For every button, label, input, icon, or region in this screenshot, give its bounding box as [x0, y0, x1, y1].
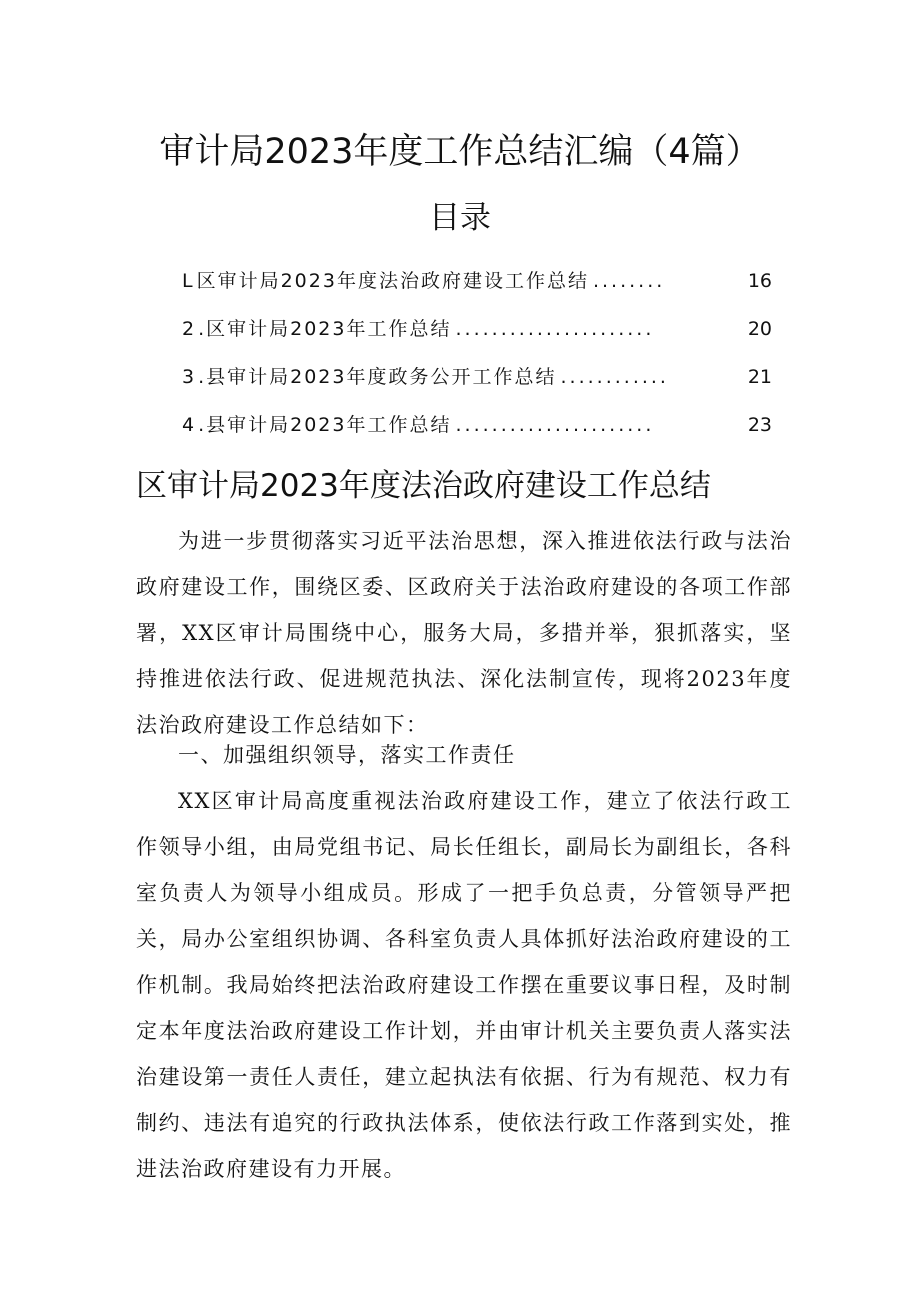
toc-entry-title: .县审计局2023年工作总结	[198, 414, 452, 436]
body-paragraph-2: XX区审计局高度重视法治政府建设工作，建立了依法行政工作领导小组，由局党组书记、局长任组长，副局长为副组长，各科室负责人为领导小组成员。形成了一把手负总责，分管领导严把关，局办公室组织协调、各科室负责人具体抓好法治政府建设的工作机制。我局始终把法治政府建设工作摆在重要议事日程，及时制定本年度法治政府建设工作计划，并由审计机关主要负责人落实法治建设第一责任人责任，建立起执法有依据、行为有规范、权力有制约、违法有追究的行政执法体系，使依法行政工作落到实处，推进法治政府建设有力开展。	[136, 789, 792, 1181]
toc-entry-2[interactable]	[182, 310, 772, 358]
table-of-contents	[182, 262, 772, 454]
toc-entry-page: 20	[747, 318, 772, 340]
toc-entry-number: L	[182, 270, 193, 292]
toc-leader-dots: ......................	[455, 414, 655, 436]
toc-leader-dots: ........	[592, 270, 666, 292]
toc-entry-3[interactable]	[182, 358, 772, 406]
toc-entry-number: 4	[182, 414, 195, 436]
document-title: 审计局2023年度工作总结汇编（4篇）	[159, 132, 761, 172]
toc-entry-page: 21	[747, 366, 772, 388]
toc-entry-title: 区审计局2023年度法治政府建设工作总结	[196, 270, 589, 292]
toc-entry-page: 23	[747, 414, 772, 436]
toc-entry-number: 2	[182, 318, 195, 340]
section-title: 区审计局2023年度法治政府建设工作总结	[136, 468, 711, 504]
toc-entry-number: 3	[182, 366, 195, 388]
body-paragraph-1: 为进一步贯彻落实习近平法治思想，深入推进依法行政与法治政府建设工作，围绕区委、区政府关于法治政府建设的各项工作部署，XX区审计局围绕中心，服务大局，多措并举，狠抓落实，坚持推进依法行政、促进规范执法、深化法制宣传，现将2023年度法治政府建设工作总结如下：	[136, 529, 792, 737]
toc-entry-page: 16	[747, 270, 772, 292]
toc-leader-dots: ............	[560, 366, 669, 388]
toc-leader-dots: ......................	[455, 318, 655, 340]
toc-entry-title: .县审计局2023年度政务公开工作总结	[198, 366, 557, 388]
toc-entry-1[interactable]	[182, 262, 772, 310]
toc-entry-4[interactable]	[182, 406, 772, 454]
subheading-1: 一、加强组织领导，落实工作责任	[178, 743, 516, 767]
toc-entry-title: .区审计局2023年工作总结	[198, 318, 452, 340]
toc-heading: 目录	[429, 200, 491, 236]
